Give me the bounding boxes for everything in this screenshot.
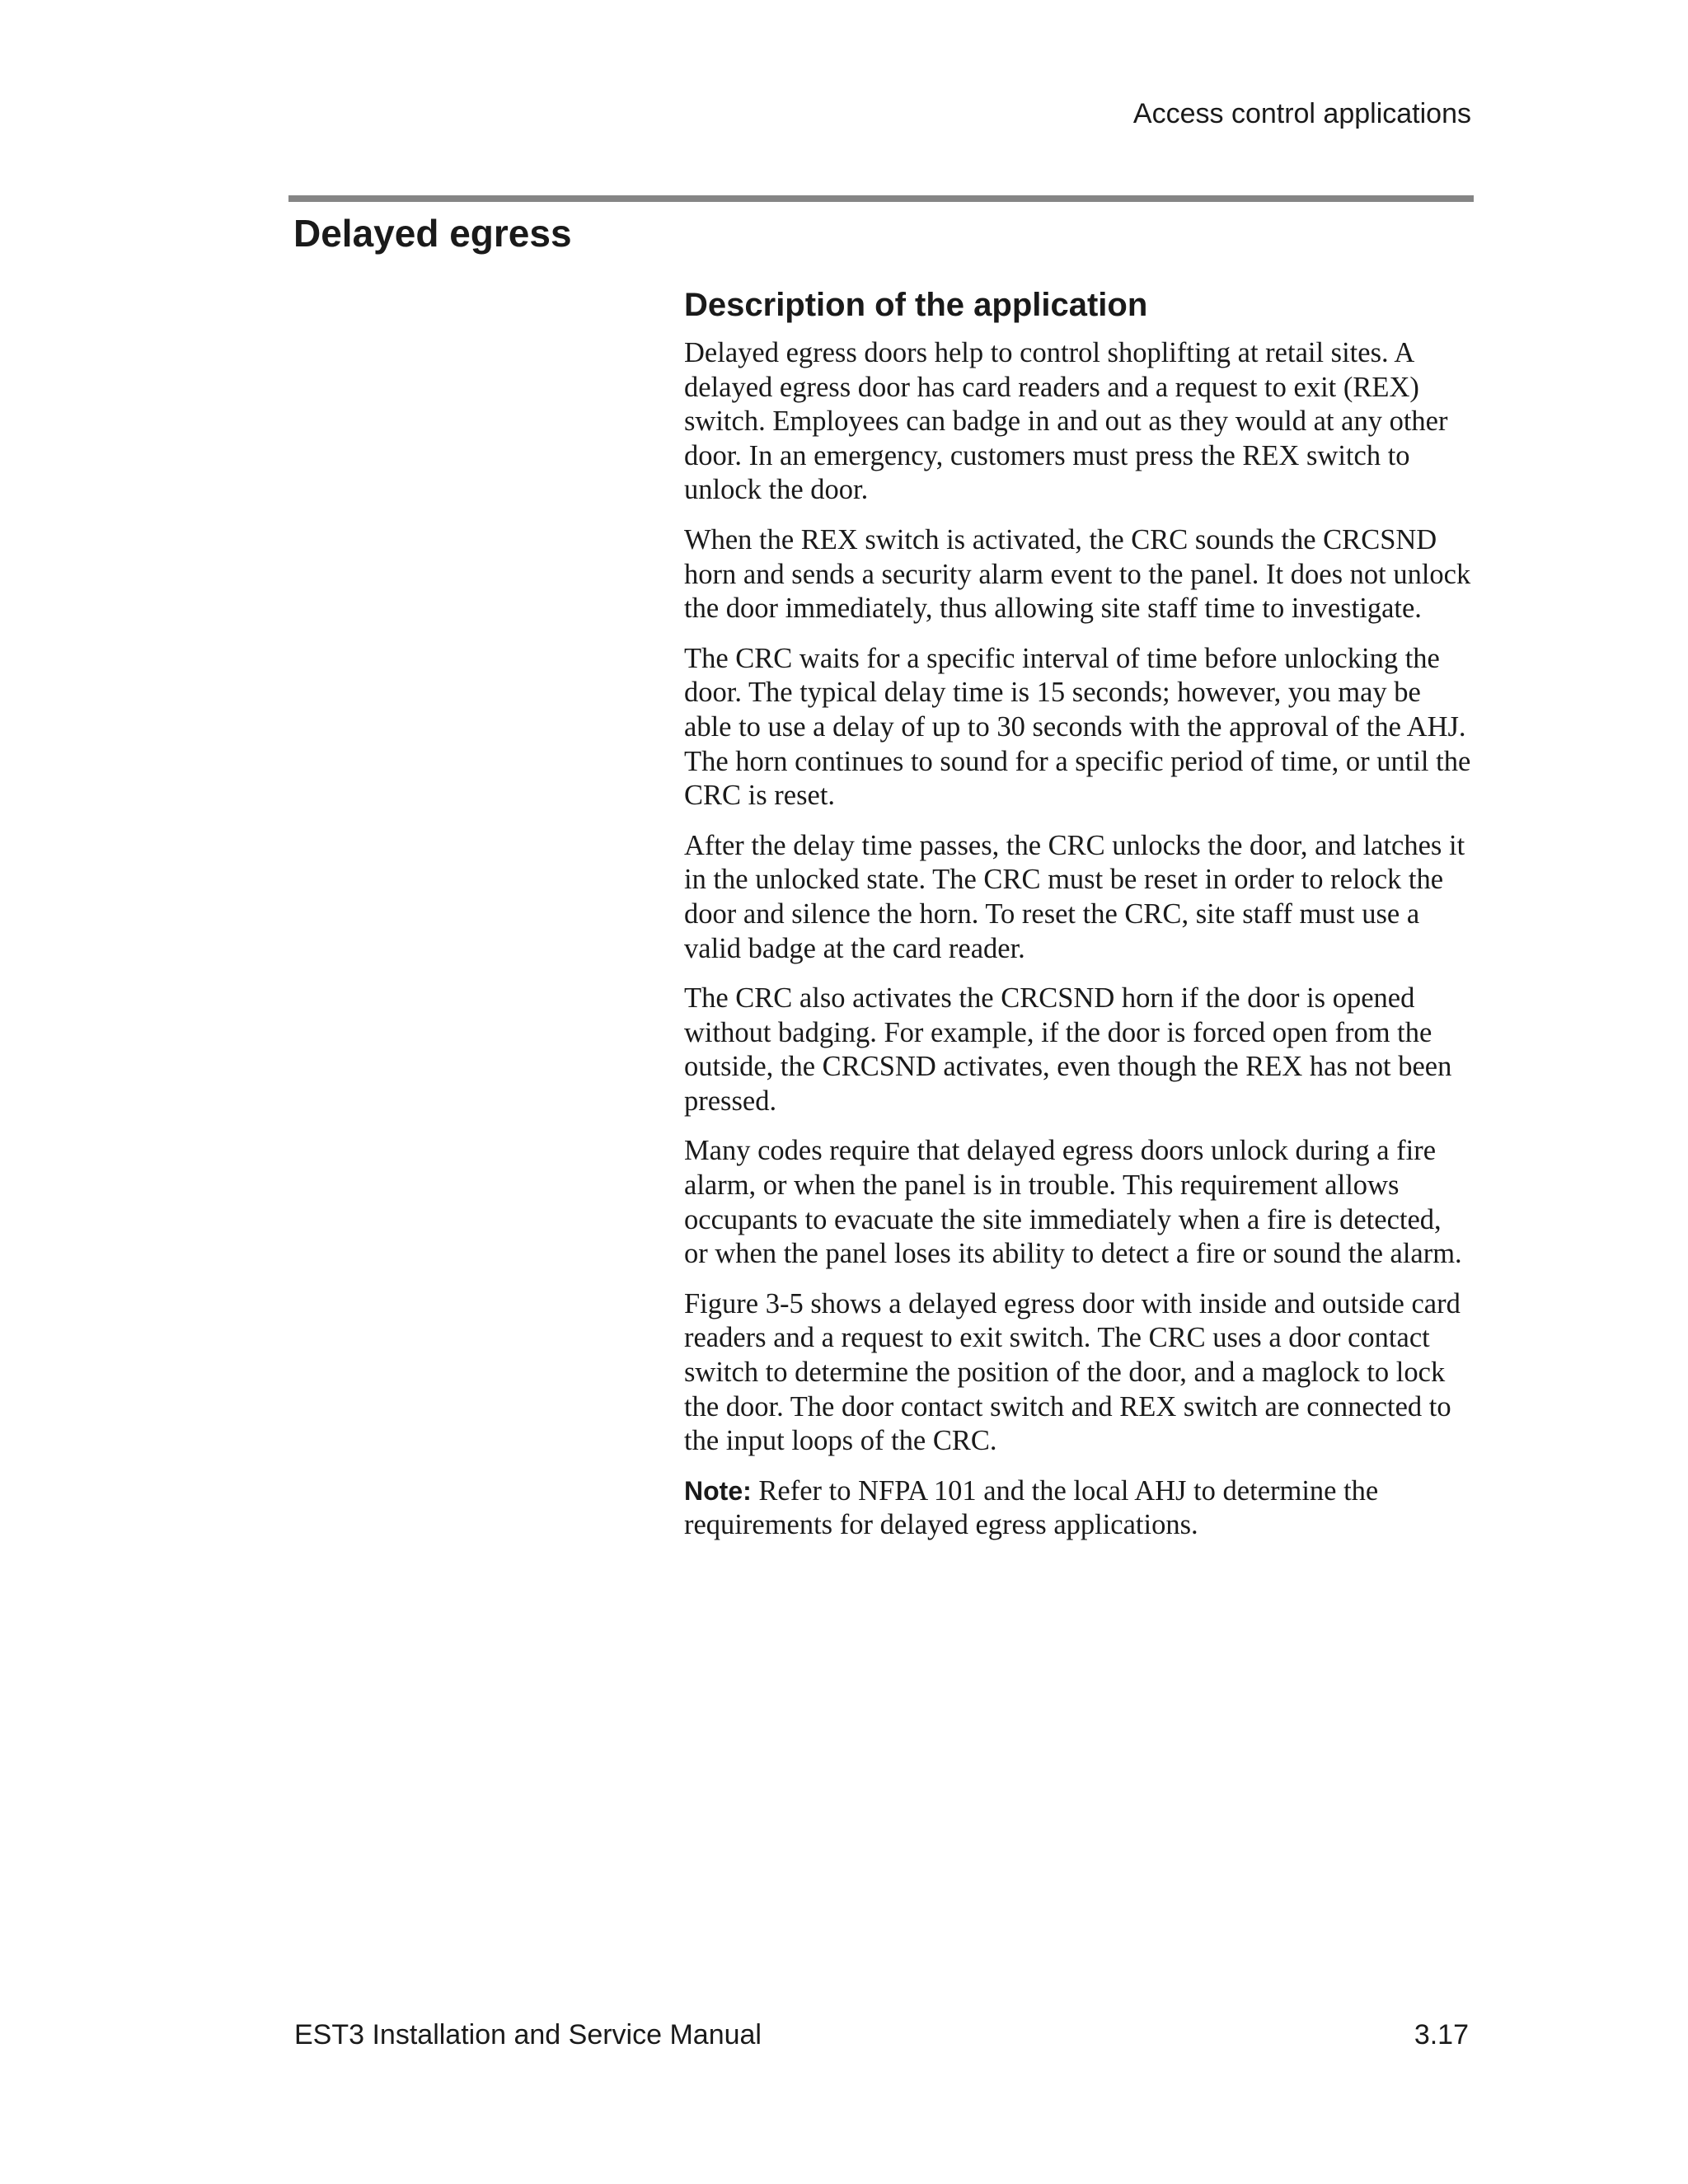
note-text: Refer to NFPA 101 and the local AHJ to determine the requirements for delayed egress applications. <box>684 1474 1379 1541</box>
note-paragraph <box>684 1474 1471 1543</box>
body-paragraph: Figure 3-5 shows a delayed egress door with inside and outside card readers and a request to exit switch. The CRC uses a door contact switch to determine the position of the door, and a maglock to lock the door. The door contact switch and REX switch are connected to the input loops of the CRC. <box>684 1287 1461 1457</box>
body-paragraph: Delayed egress doors help to control shoplifting at retail sites. A delayed egress door has card readers and a request to exit (REX) switch. Employees can badge in and out as they would at any other door. In an emergency, customers must press the REX switch to unlock the door. <box>684 337 1448 506</box>
note-label: Note: <box>684 1475 752 1506</box>
body-column <box>684 285 1471 1558</box>
footer-page-number: 3.17 <box>1414 2019 1469 2050</box>
body-paragraph: After the delay time passes, the CRC unlocks the door, and latches it in the unlocked state. The CRC must be reset in order to relock the door and silence the horn. To reset the CRC, site staff must use a valid badge at the card reader. <box>684 829 1465 964</box>
body-paragraph: The CRC waits for a specific interval of time before unlocking the door. The typical delay time is 15 seconds; however, you may be able to use a delay of up to 30 seconds with the approval of the AHJ. The horn continues to sound for a specific period of time, or until the CRC is reset. <box>684 642 1471 812</box>
body-paragraph: When the REX switch is activated, the CRC sounds the CRCSND horn and sends a security alarm event to the panel. It does not unlock the door immediately, thus allowing site staff time to investigate. <box>684 523 1471 625</box>
footer-manual-title: EST3 Installation and Service Manual <box>294 2019 762 2050</box>
subsection-title: Description of the application <box>684 287 1148 323</box>
body-paragraph: Many codes require that delayed egress doors unlock during a fire alarm, or when the panel is in trouble. This requirement allows occupants to evacuate the site immediately when a fire is detected, or when the panel loses its ability to detect a fire or sound the alarm. <box>684 1135 1462 1270</box>
section-divider <box>288 195 1474 202</box>
running-header: Access control applications <box>1132 98 1471 129</box>
body-paragraph: The CRC also activates the CRCSND horn if the door is opened without badging. For example, if the door is forced open from the outside, the CRCSND activates, even though the REX has not been pressed. <box>684 982 1452 1117</box>
section-title: Delayed egress <box>293 212 572 255</box>
